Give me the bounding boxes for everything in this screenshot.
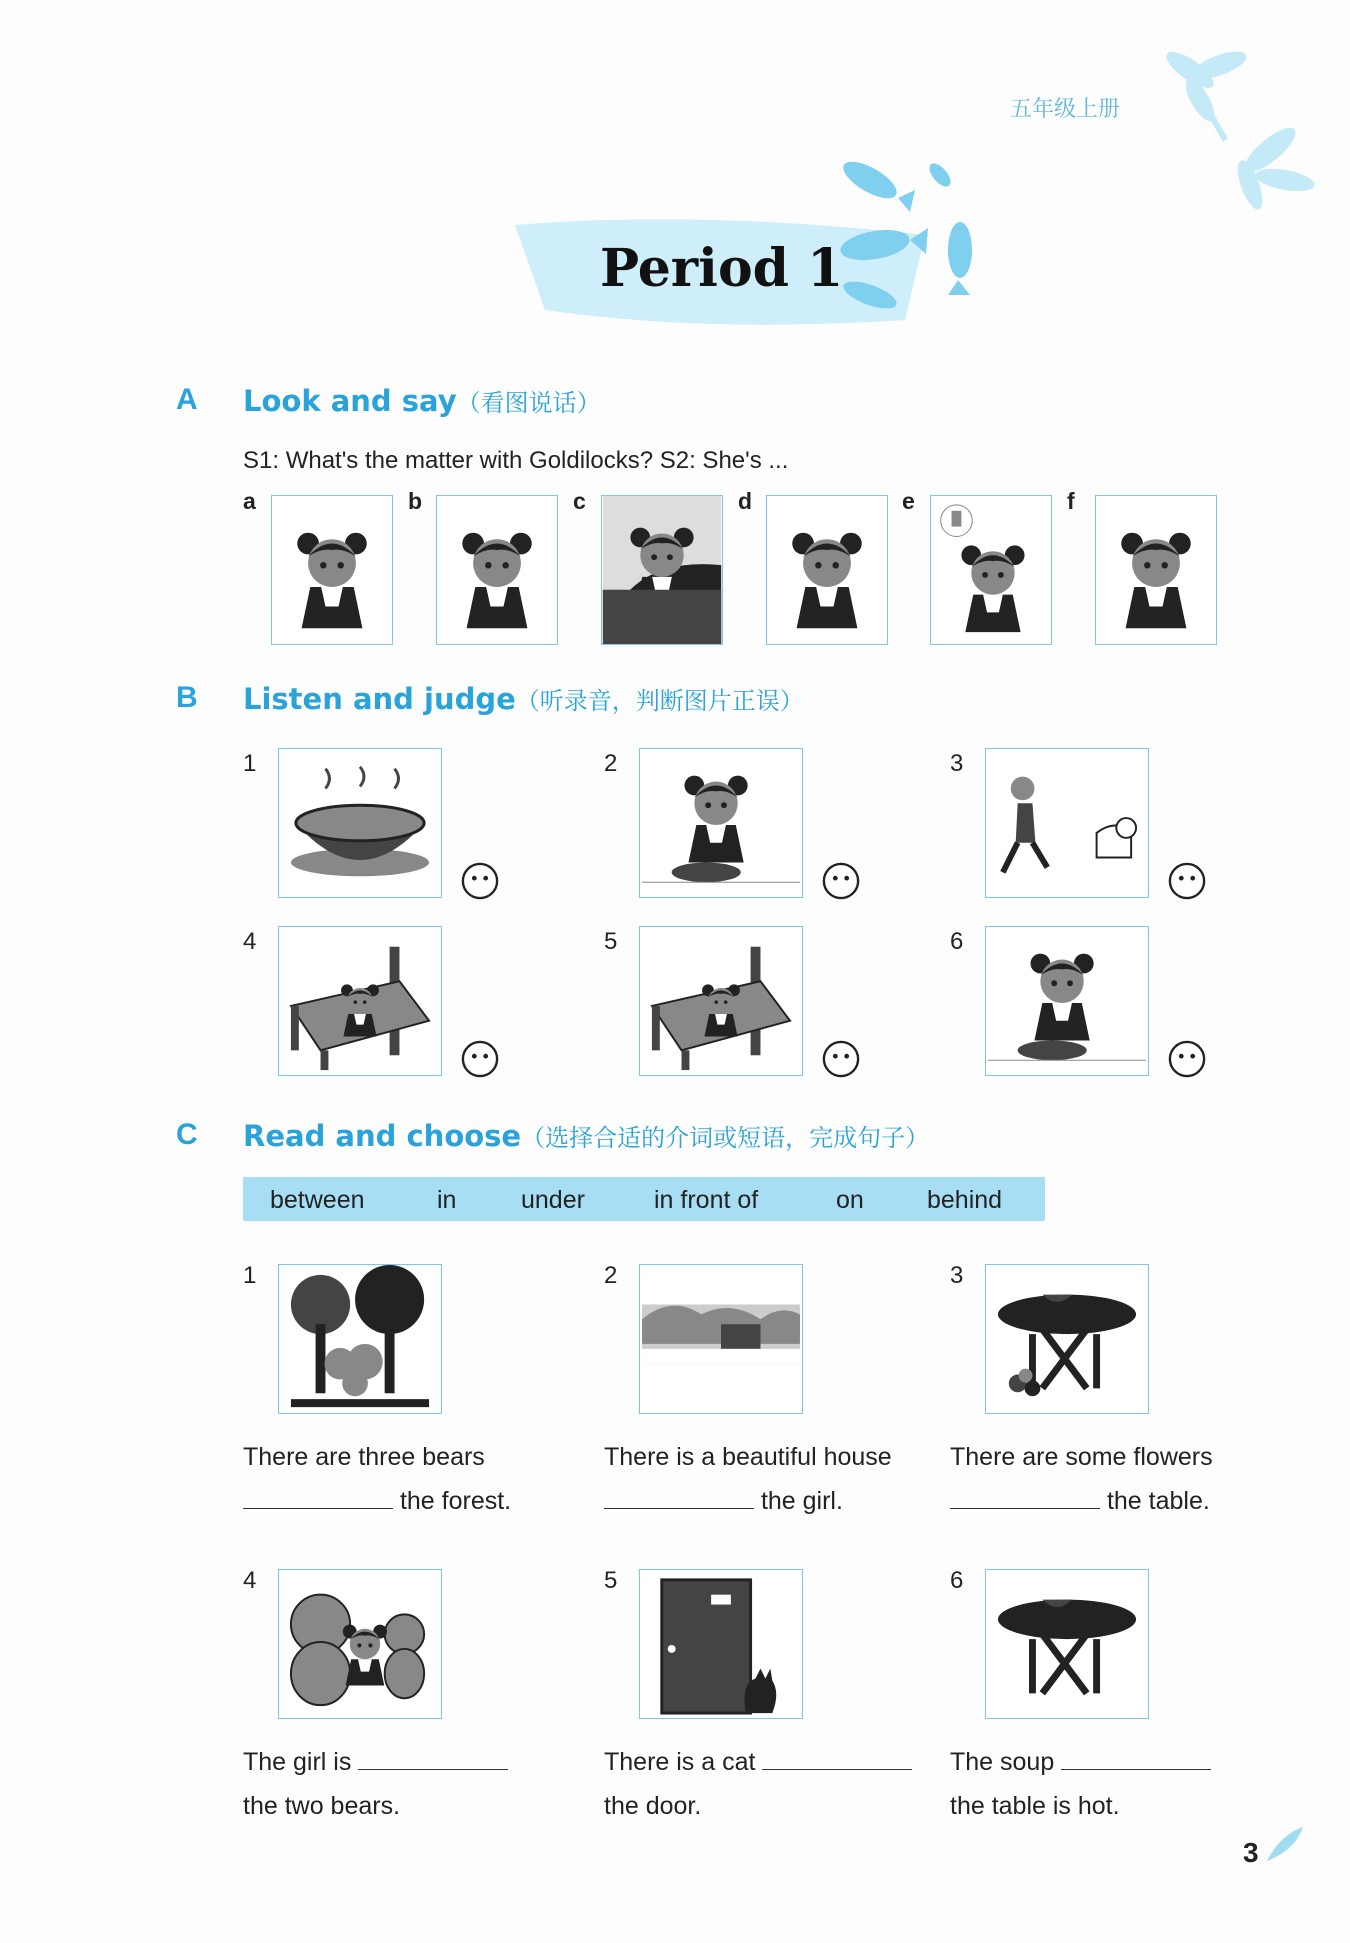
- fill-in-sentence: [604, 1435, 892, 1523]
- section-b-heading: [243, 681, 804, 716]
- smiley-face-icon[interactable]: [822, 1040, 860, 1078]
- girl-eating-soup-icon-art: [640, 749, 802, 897]
- section-a-letter: A: [176, 383, 198, 416]
- smiley-face-icon[interactable]: [1168, 862, 1206, 900]
- goldilocks-crying-icon-art: [767, 496, 887, 644]
- goldilocks-headache-icon-art: [437, 496, 557, 644]
- item-number: 1: [243, 1262, 257, 1289]
- sentence-tail: the girl.: [760, 1487, 843, 1515]
- sentence-line: [950, 1740, 1211, 1784]
- feather-decoration-icon: [1265, 1825, 1305, 1863]
- section-b-title: Listen and judge: [243, 682, 516, 716]
- fill-in-sentence: [604, 1740, 912, 1828]
- page-title: Period 1: [600, 238, 844, 299]
- goldilocks-thirsty-icon: [930, 495, 1052, 645]
- word-bank-word: on: [836, 1186, 864, 1214]
- goldilocks-thirsty-icon-art: [931, 496, 1051, 644]
- answer-blank[interactable]: [358, 1747, 508, 1770]
- word-bank-word: behind: [927, 1186, 1003, 1214]
- sentence-line: [604, 1740, 912, 1784]
- section-b-subtitle: （听录音，判断图片正误）: [515, 687, 804, 715]
- item-number: 3: [950, 750, 964, 777]
- bears-in-forest-icon-art: [279, 1265, 441, 1413]
- flowers-under-table-icon-art: [986, 1265, 1148, 1413]
- sentence-line: [604, 1479, 892, 1523]
- flowers-under-table-icon: [985, 1264, 1149, 1414]
- soup-on-table-icon: [985, 1569, 1149, 1719]
- sentence-line: There are some flowers: [950, 1443, 1213, 1471]
- sentence-head: The girl is: [243, 1748, 352, 1776]
- item-number: 1: [243, 750, 257, 777]
- answer-blank[interactable]: [950, 1486, 1100, 1509]
- fill-in-sentence: [950, 1435, 1213, 1523]
- section-c-subtitle: （选择合适的介词或短语，完成句子）: [521, 1124, 930, 1152]
- sentence-line: [243, 1740, 508, 1784]
- item-number: 5: [604, 1567, 618, 1594]
- sentence-line: the two bears.: [243, 1792, 401, 1820]
- boy-running-from-dog-icon: [985, 748, 1149, 898]
- picture-label: e: [902, 488, 915, 514]
- goldilocks-sleeping-icon: [601, 495, 723, 645]
- picture-label: c: [573, 488, 586, 514]
- goldilocks-shouting-icon: [1095, 495, 1217, 645]
- girl-on-bed-icon-art: [279, 927, 441, 1075]
- section-a-heading: [243, 383, 601, 418]
- item-number: 4: [243, 928, 257, 955]
- girl-with-soup-icon: [985, 926, 1149, 1076]
- sentence-line: There are three bears: [243, 1443, 485, 1471]
- picture-label: f: [1067, 488, 1075, 514]
- word-bank-word: in front of: [654, 1186, 759, 1214]
- item-number: 5: [604, 928, 618, 955]
- cat-behind-door-icon: [639, 1569, 803, 1719]
- item-number: 2: [604, 1262, 618, 1289]
- girl-sleeping-in-bed-icon: [639, 926, 803, 1076]
- soup-bowl-icon-art: [279, 749, 441, 897]
- house-landscape-icon: [639, 1264, 803, 1414]
- dialogue-prompt: S1: What's the matter with Goldilocks? S2: She's ...: [243, 447, 789, 474]
- section-a-subtitle: （看图说话）: [456, 389, 601, 417]
- item-number: 6: [950, 1567, 964, 1594]
- sentence-tail: the table.: [1106, 1487, 1210, 1515]
- goldilocks-headache-icon: [436, 495, 558, 645]
- girl-with-soup-icon-art: [986, 927, 1148, 1075]
- section-a-title: Look and say: [243, 384, 457, 418]
- fill-in-sentence: [243, 1740, 508, 1828]
- item-number: 3: [950, 1262, 964, 1289]
- word-bank-word: under: [521, 1186, 585, 1214]
- soup-on-table-icon-art: [986, 1570, 1148, 1718]
- item-number: 6: [950, 928, 964, 955]
- boy-running-from-dog-icon-art: [986, 749, 1148, 897]
- section-c-title: Read and choose: [243, 1119, 522, 1153]
- section-c-letter: C: [176, 1118, 198, 1151]
- page-number: 3: [1243, 1837, 1259, 1868]
- item-number: 2: [604, 750, 618, 777]
- goldilocks-scared-icon-art: [272, 496, 392, 644]
- sentence-head: There is a cat: [604, 1748, 756, 1776]
- house-landscape-icon-art: [640, 1265, 802, 1413]
- sentence-line: There is a beautiful house: [604, 1443, 892, 1471]
- cat-behind-door-icon-art: [640, 1570, 802, 1718]
- goldilocks-scared-icon: [271, 495, 393, 645]
- girl-between-bears-icon-art: [279, 1570, 441, 1718]
- smiley-face-icon[interactable]: [822, 862, 860, 900]
- girl-sleeping-in-bed-icon-art: [640, 927, 802, 1075]
- girl-between-bears-icon: [278, 1569, 442, 1719]
- girl-eating-soup-icon: [639, 748, 803, 898]
- section-c-heading: [243, 1118, 929, 1153]
- section-b-letter: B: [176, 681, 198, 714]
- smiley-face-icon[interactable]: [461, 1040, 499, 1078]
- bears-in-forest-icon: [278, 1264, 442, 1414]
- word-bank-word: between: [270, 1186, 365, 1214]
- goldilocks-crying-icon: [766, 495, 888, 645]
- answer-blank[interactable]: [762, 1747, 912, 1770]
- fill-in-sentence: [243, 1435, 511, 1523]
- answer-blank[interactable]: [604, 1486, 754, 1509]
- soup-bowl-icon: [278, 748, 442, 898]
- fill-in-sentence: [950, 1740, 1211, 1828]
- sentence-head: The soup: [950, 1748, 1055, 1776]
- answer-blank[interactable]: [1061, 1747, 1211, 1770]
- girl-on-bed-icon: [278, 926, 442, 1076]
- sentence-line: [243, 1479, 511, 1523]
- sentence-tail: the forest.: [399, 1487, 512, 1515]
- picture-label: d: [738, 488, 753, 514]
- item-number: 4: [243, 1567, 257, 1594]
- smiley-face-icon[interactable]: [1168, 1040, 1206, 1078]
- answer-blank[interactable]: [243, 1486, 393, 1509]
- picture-label: b: [408, 488, 423, 514]
- goldilocks-shouting-icon-art: [1096, 496, 1216, 644]
- dragonfly-decoration-icon: [1150, 30, 1320, 220]
- sentence-line: the door.: [604, 1792, 702, 1820]
- smiley-face-icon[interactable]: [461, 862, 499, 900]
- picture-label: a: [243, 488, 256, 514]
- word-bank-word: in: [437, 1186, 457, 1214]
- grade-label: 五年级上册: [1010, 97, 1121, 122]
- sentence-line: the table is hot.: [950, 1792, 1120, 1820]
- goldilocks-sleeping-icon-art: [602, 496, 722, 644]
- fish-decoration-icon: [830, 150, 990, 315]
- sentence-line: [950, 1479, 1213, 1523]
